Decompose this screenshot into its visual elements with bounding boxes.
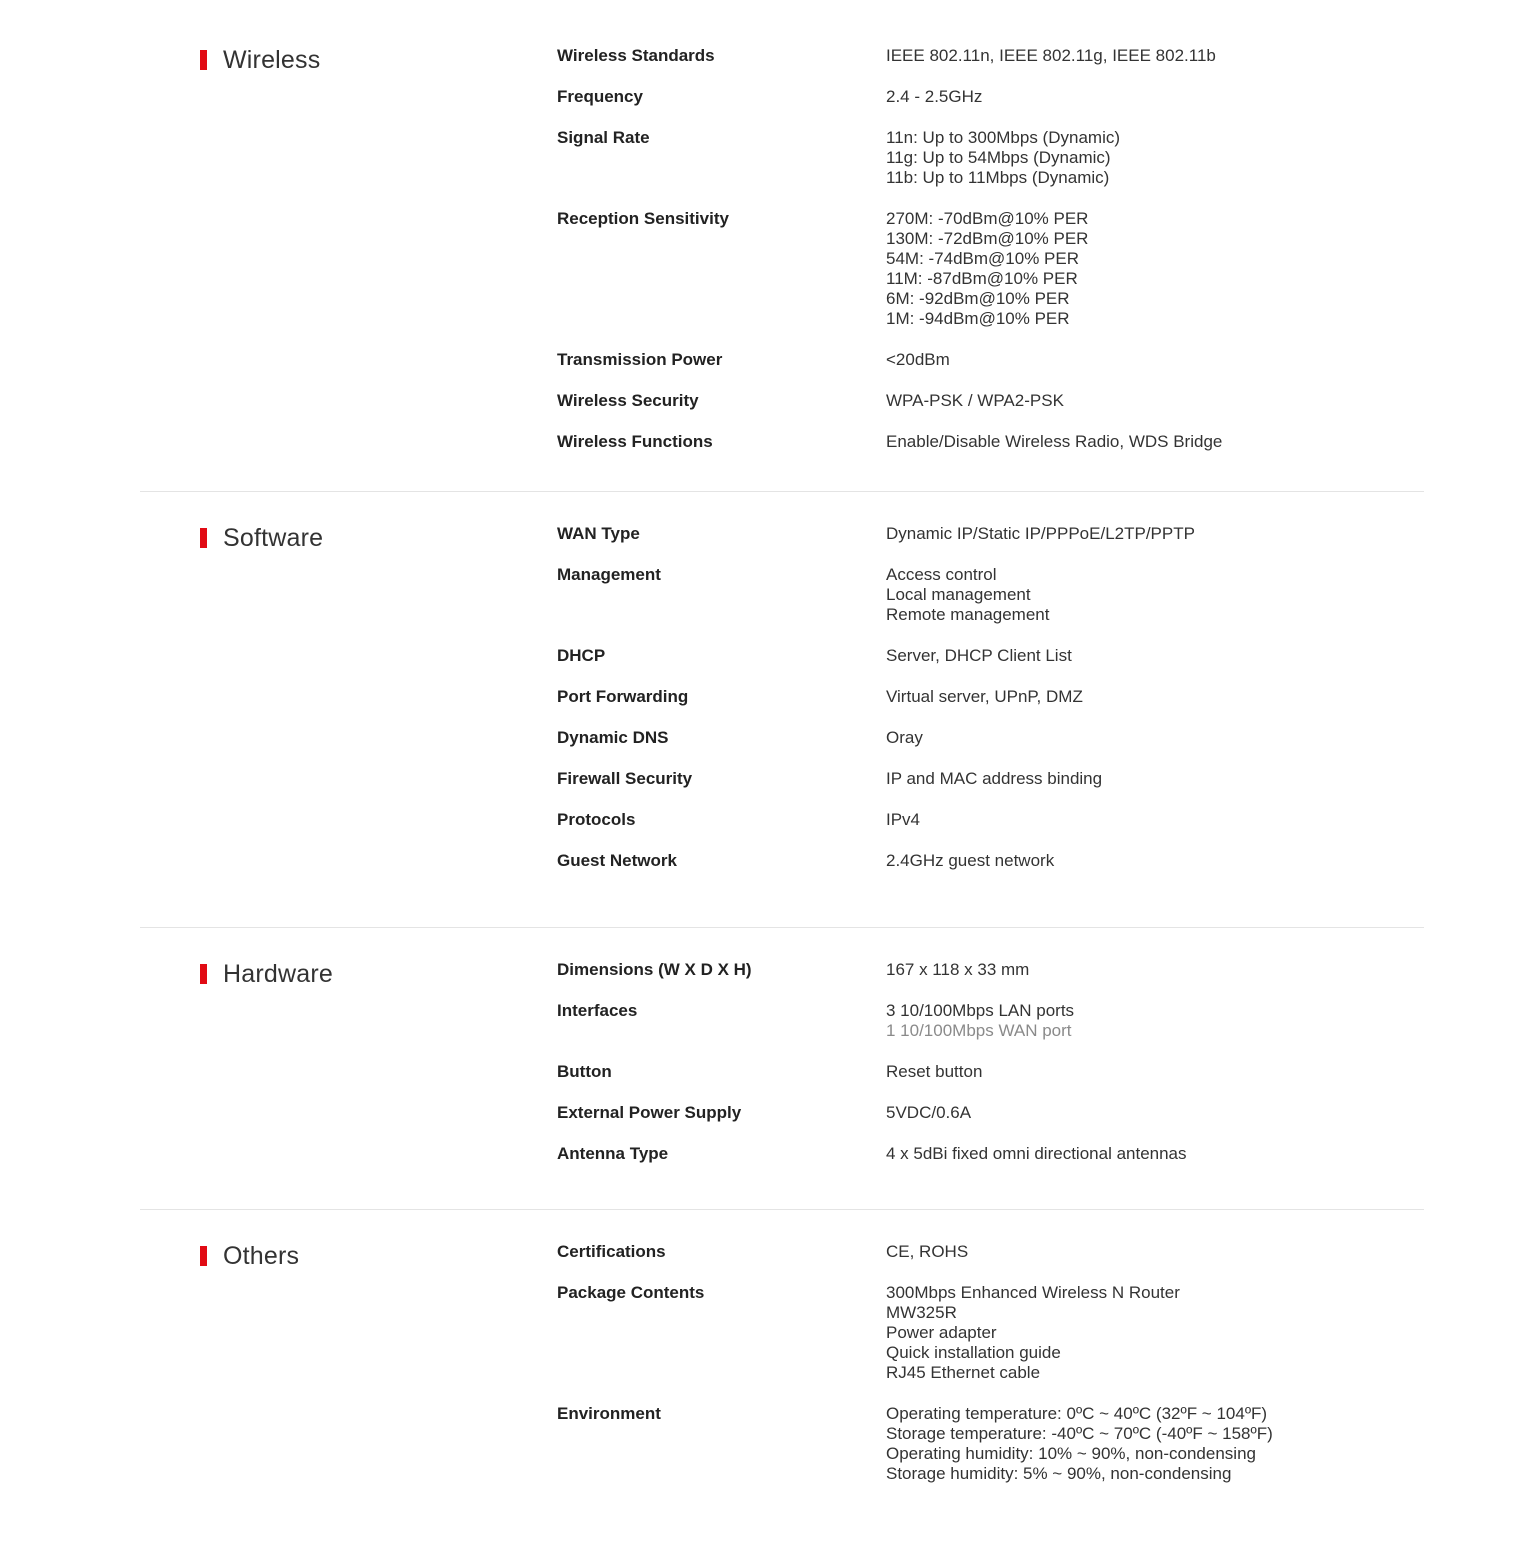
spec-values (886, 810, 1446, 830)
spec-row (557, 128, 1457, 188)
section-title-label: Software (223, 523, 324, 552)
spec-name: Firewall Security (557, 769, 693, 788)
spec-row (557, 87, 1457, 107)
spec-value: 3 10/100Mbps LAN ports (886, 1001, 1075, 1020)
spec-value: WPA-PSK / WPA2-PSK (886, 391, 1064, 410)
spec-values (886, 209, 1446, 329)
spec-row (557, 350, 1457, 370)
spec-row (557, 1283, 1457, 1383)
spec-row (557, 1144, 1457, 1164)
spec-name: Protocols (557, 810, 636, 829)
spec-value: 11M: -87dBm@10% PER (886, 269, 1078, 288)
spec-list (557, 1242, 1457, 1505)
spec-values (886, 350, 1446, 370)
spec-name: Interfaces (557, 1001, 638, 1020)
spec-value: IEEE 802.11n, IEEE 802.11g, IEEE 802.11b (886, 46, 1216, 65)
spec-values (886, 1062, 1446, 1082)
spec-values (886, 46, 1446, 66)
spec-value: Storage humidity: 5% ~ 90%, non-condensing (886, 1464, 1232, 1483)
spec-value: 1M: -94dBm@10% PER (886, 309, 1070, 328)
spec-name: DHCP (557, 646, 606, 665)
spec-row (557, 769, 1457, 789)
spec-name: Transmission Power (557, 350, 723, 369)
spec-row (557, 524, 1457, 544)
spec-name: Dynamic DNS (557, 728, 669, 747)
spec-value: 300Mbps Enhanced Wireless N Router (886, 1283, 1180, 1302)
spec-name: Management (557, 565, 661, 584)
spec-value: 130M: -72dBm@10% PER (886, 229, 1089, 248)
spec-name: Reception Sensitivity (557, 209, 729, 228)
spec-name: Antenna Type (557, 1144, 669, 1163)
spec-name: WAN Type (557, 524, 640, 543)
spec-value: Dynamic IP/Static IP/PPPoE/L2TP/PPTP (886, 524, 1195, 543)
spec-name: External Power Supply (557, 1103, 742, 1122)
spec-values (886, 851, 1446, 871)
accent-bar (200, 964, 207, 984)
spec-value: 2.4 - 2.5GHz (886, 87, 983, 106)
spec-name: Wireless Security (557, 391, 699, 410)
spec-value: 5VDC/0.6A (886, 1103, 972, 1122)
section-divider (140, 927, 1424, 928)
spec-row (557, 646, 1457, 666)
spec-row (557, 1062, 1457, 1082)
spec-values (886, 565, 1446, 625)
spec-value: Operating humidity: 10% ~ 90%, non-condensing (886, 1444, 1256, 1463)
spec-value: CE, ROHS (886, 1242, 969, 1261)
section-title-wireless (200, 44, 320, 76)
spec-row (557, 960, 1457, 980)
spec-row (557, 1001, 1457, 1041)
spec-value: 11g: Up to 54Mbps (Dynamic) (886, 148, 1111, 167)
spec-row (557, 851, 1457, 871)
spec-values (886, 687, 1446, 707)
spec-values (886, 1001, 1446, 1041)
spec-row (557, 209, 1457, 329)
spec-name: Button (557, 1062, 612, 1081)
section-title-label: Wireless (223, 45, 321, 74)
spec-value: Quick installation guide (886, 1343, 1061, 1362)
spec-name: Certifications (557, 1242, 666, 1261)
spec-values (886, 769, 1446, 789)
spec-value: IPv4 (886, 810, 921, 829)
spec-name: Dimensions (W X D X H) (557, 960, 752, 979)
spec-value: Local management (886, 585, 1031, 604)
spec-list (557, 46, 1457, 473)
spec-value: 54M: -74dBm@10% PER (886, 249, 1080, 268)
spec-row (557, 565, 1457, 625)
spec-values (886, 1404, 1446, 1484)
spec-value: Storage temperature: -40ºC ~ 70ºC (-40ºF ~ 158ºF) (886, 1424, 1273, 1443)
spec-value: IP and MAC address binding (886, 769, 1103, 788)
spec-values (886, 646, 1446, 666)
spec-values (886, 391, 1446, 411)
spec-value: 1 10/100Mbps WAN port (886, 1021, 1072, 1040)
spec-name: Environment (557, 1404, 661, 1423)
spec-value: 6M: -92dBm@10% PER (886, 289, 1070, 308)
spec-name: Wireless Standards (557, 46, 715, 65)
spec-value: Remote management (886, 605, 1050, 624)
spec-values (886, 432, 1446, 452)
section-title-label: Others (223, 1241, 300, 1270)
spec-name: Wireless Functions (557, 432, 713, 451)
spec-values (886, 87, 1446, 107)
spec-value: Virtual server, UPnP, DMZ (886, 687, 1083, 706)
section-title-others (200, 1240, 299, 1272)
spec-name: Package Contents (557, 1283, 705, 1302)
spec-row (557, 728, 1457, 748)
spec-name: Port Forwarding (557, 687, 689, 706)
spec-value: Power adapter (886, 1323, 997, 1342)
spec-value: RJ45 Ethernet cable (886, 1363, 1041, 1382)
spec-row (557, 1103, 1457, 1123)
spec-row (557, 46, 1457, 66)
spec-values (886, 1144, 1446, 1164)
section-title-software (200, 522, 323, 554)
spec-value: Oray (886, 728, 923, 747)
spec-list (557, 524, 1457, 892)
spec-value: MW325R (886, 1303, 957, 1322)
spec-row (557, 687, 1457, 707)
spec-row (557, 810, 1457, 830)
spec-value: 11b: Up to 11Mbps (Dynamic) (886, 168, 1110, 187)
spec-name: Signal Rate (557, 128, 650, 147)
spec-value: Enable/Disable Wireless Radio, WDS Bridge (886, 432, 1223, 451)
spec-values (886, 960, 1446, 980)
spec-value: Access control (886, 565, 997, 584)
spec-values (886, 1242, 1446, 1262)
spec-row (557, 391, 1457, 411)
spec-value: 4 x 5dBi fixed omni directional antennas (886, 1144, 1187, 1163)
section-title-label: Hardware (223, 959, 333, 988)
spec-name: Frequency (557, 87, 643, 106)
spec-row (557, 1242, 1457, 1262)
section-divider (140, 491, 1424, 492)
spec-value: Operating temperature: 0ºC ~ 40ºC (32ºF ~ 104ºF) (886, 1404, 1268, 1423)
spec-value: 270M: -70dBm@10% PER (886, 209, 1089, 228)
spec-values (886, 1103, 1446, 1123)
spec-list (557, 960, 1457, 1185)
spec-value: <20dBm (886, 350, 950, 369)
section-title-hardware (200, 958, 333, 990)
spec-row (557, 1404, 1457, 1484)
spec-values (886, 524, 1446, 544)
spec-values (886, 1283, 1446, 1383)
spec-value: Reset button (886, 1062, 983, 1081)
accent-bar (200, 50, 207, 70)
spec-name: Guest Network (557, 851, 677, 870)
spec-value: 11n: Up to 300Mbps (Dynamic) (886, 128, 1121, 147)
accent-bar (200, 528, 207, 548)
spec-row (557, 432, 1457, 452)
section-divider (140, 1209, 1424, 1210)
spec-values (886, 128, 1446, 188)
spec-values (886, 728, 1446, 748)
spec-value: Server, DHCP Client List (886, 646, 1072, 665)
accent-bar (200, 1246, 207, 1266)
spec-value: 2.4GHz guest network (886, 851, 1055, 870)
spec-value: 167 x 118 x 33 mm (886, 960, 1030, 979)
